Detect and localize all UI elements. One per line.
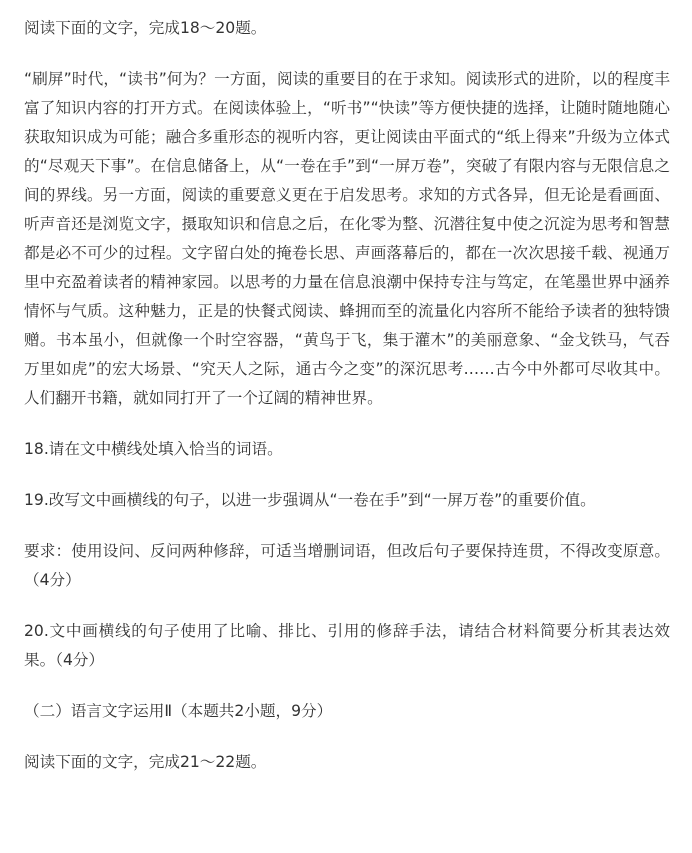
question-18: 18.请在文中横线处填入恰当的词语。: [24, 440, 283, 458]
section-heading: （二）语言文字运用Ⅱ（本题共2小题，9分）: [24, 702, 333, 720]
reading-intro-2: 阅读下面的文字，完成21～22题。: [24, 753, 267, 771]
reading-passage: “刷屏”时代，“读书”何为？一方面，阅读的重要目的在于求知。阅读形式的进阶，以的程度丰富了知识内容的打开方式。在阅读体验上，“听书”“快读”等方便快捷的选择，让随时随地随心获取知识成为可能；融合多重形态的视听内容，更让阅读由平面式的“纸上得来”升级为立体式的“尽观天下事”。在信息储备上，从“一卷在手”到“一屏万卷”，突破了有限内容与无限信息之间的界线。另一方面，阅读的重要意义更在于启发思考。求知的方式各异，但无论是看画面、听声音还是浏览文字，摄取知识和信息之后，在化零为整、沉潜往复中使之沉淀为思考和智慧都是必不可少的过程。文字留白处的掩卷长思、声画落幕后的，都在一次次思接千载、视通万里中充盈着读者的精神家园。以思考的力量在信息浪潮中保持专注与笃定，在笔墨世界中涵养情怀与气质。这种魅力，正是的快餐式阅读、蜂拥而至的流量化内容所不能给予读者的独特馈赠。书本虽小，但就像一个时空容器，“黄鸟于飞，集于灌木”的美丽意象、“金戈铁马，气吞万里如虎”的宏大场景、“究天人之际，通古今之变”的深沉思考……古今中外都可尽收其中。人们翻开书籍，就如同打开了一个辽阔的精神世界。: [24, 70, 670, 407]
question-19: 19.改写文中画横线的句子，以进一步强调从“一卷在手”到“一屏万卷”的重要价值。: [24, 491, 596, 509]
reading-intro: 阅读下面的文字，完成18～20题。: [24, 19, 267, 37]
question-19-requirement: 要求：使用设问、反问两种修辞，可适当增删词语，但改后句子要保持连贯，不得改变原意。（4分）: [24, 542, 670, 589]
question-20: 20.文中画横线的句子使用了比喻、排比、引用的修辞手法，请结合材料简要分析其表达效果。（4分）: [24, 622, 670, 669]
